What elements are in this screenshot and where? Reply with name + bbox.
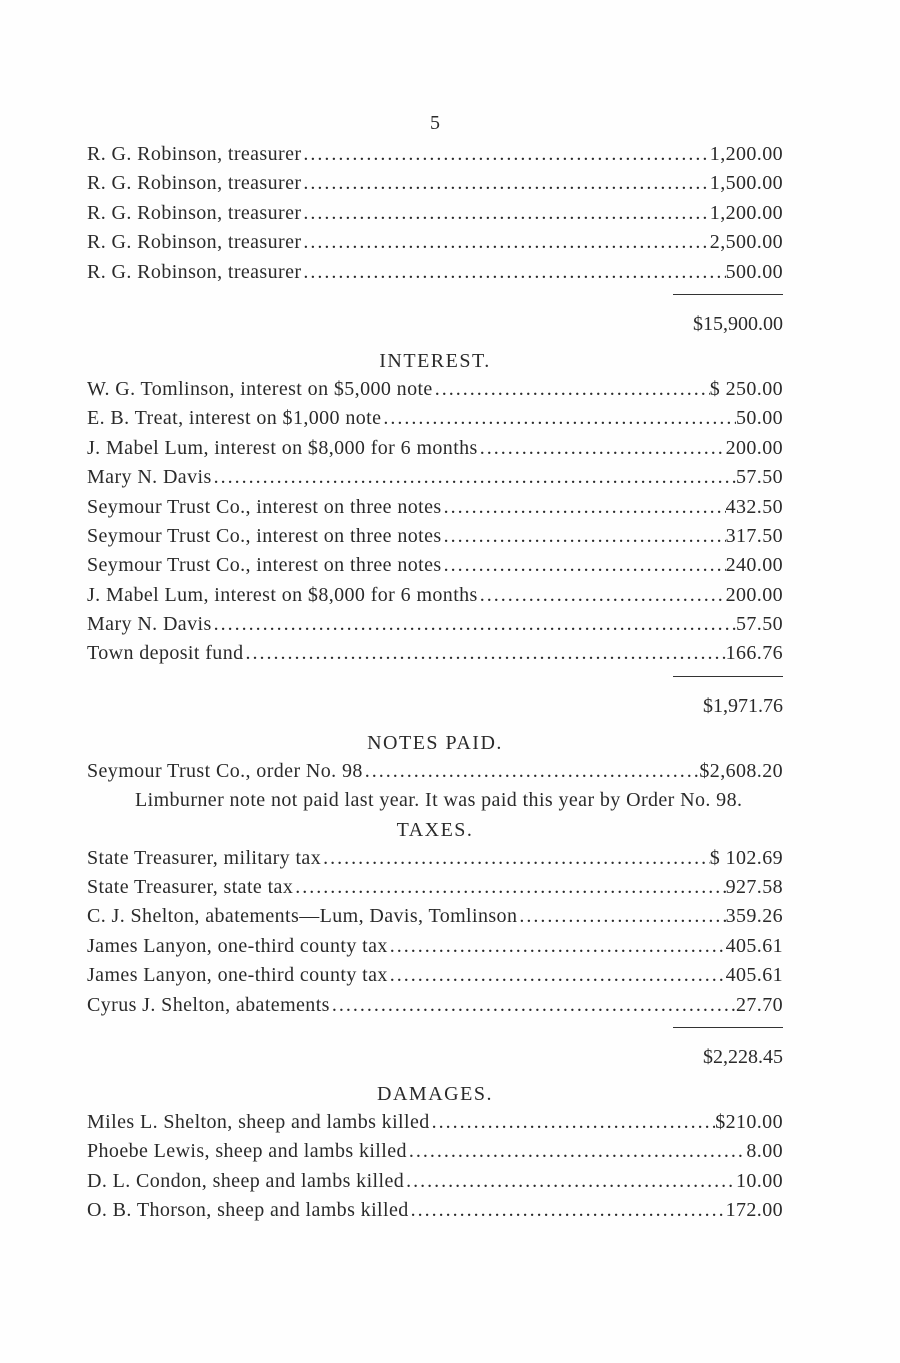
row-amount: 1,500.00 xyxy=(709,172,783,195)
section-heading: INTEREST. xyxy=(379,349,491,372)
row-amount: $ 102.69 xyxy=(709,846,783,869)
row-label: James Lanyon, one-third county tax xyxy=(87,964,388,987)
row-label: Seymour Trust Co., interest on three notes xyxy=(87,524,442,547)
row-label: O. B. Thorson, sheep and lambs killed xyxy=(87,1199,409,1222)
leader-dots xyxy=(212,463,736,492)
ledger-row xyxy=(87,463,783,492)
ledger-row xyxy=(87,1137,783,1166)
leader-dots xyxy=(301,140,709,169)
row-label: Phoebe Lewis, sheep and lambs killed xyxy=(87,1140,407,1163)
row-amount: 200.00 xyxy=(725,583,783,606)
leader-dots xyxy=(381,404,736,433)
leader-dots xyxy=(388,961,726,990)
row-label: E. B. Treat, interest on $1,000 note xyxy=(87,407,382,430)
row-amount: 432.50 xyxy=(725,495,783,518)
section-heading: NOTES PAID. xyxy=(367,731,503,754)
row-label: R. G. Robinson, treasurer xyxy=(87,260,302,283)
ledger-row xyxy=(87,961,783,990)
leader-dots xyxy=(478,581,726,610)
page-body xyxy=(87,108,783,1226)
damages-section xyxy=(87,1080,783,1226)
row-label: State Treasurer, state tax xyxy=(87,876,294,899)
leader-dots xyxy=(363,757,700,786)
leader-dots xyxy=(407,1137,747,1166)
ledger-row xyxy=(87,493,783,522)
leader-dots xyxy=(433,375,710,404)
ledger-row xyxy=(87,581,783,610)
leader-dots xyxy=(301,199,709,228)
ledger-row xyxy=(87,258,783,287)
row-amount: 10.00 xyxy=(736,1169,783,1192)
row-label: Town deposit fund xyxy=(87,642,244,665)
ledger-row xyxy=(87,639,783,668)
row-amount: 359.26 xyxy=(725,905,783,928)
row-amount: 172.00 xyxy=(725,1199,783,1222)
row-label: Mary N. Davis xyxy=(87,466,212,489)
row-amount: 405.61 xyxy=(725,934,783,957)
ledger-row xyxy=(87,844,783,873)
note-paragraph: Limburner note not paid last year. It was paid this year by Order No. 98. xyxy=(135,789,743,812)
leader-dots xyxy=(409,1196,726,1225)
row-label: J. Mabel Lum, interest on $8,000 for 6 months xyxy=(87,436,478,459)
row-label: James Lanyon, one-third county tax xyxy=(87,934,388,957)
leader-dots xyxy=(301,258,725,287)
leader-dots xyxy=(442,551,726,580)
row-amount: $ 250.00 xyxy=(709,377,783,400)
leader-dots xyxy=(293,873,725,902)
row-amount: 8.00 xyxy=(746,1140,783,1163)
leader-dots xyxy=(301,169,709,198)
ledger-row xyxy=(87,902,783,931)
ledger-row xyxy=(87,522,783,551)
row-amount: $2,608.20 xyxy=(699,759,783,782)
ledger-row xyxy=(87,932,783,961)
interest-section xyxy=(87,347,783,729)
leader-dots xyxy=(330,991,736,1020)
sum-rule xyxy=(87,1020,783,1034)
row-label: Mary N. Davis xyxy=(87,613,212,636)
ledger-row xyxy=(87,140,783,169)
row-label: C. J. Shelton, abatements—Lum, Davis, Tomlinson xyxy=(87,905,518,928)
ledger-row xyxy=(87,375,783,404)
row-label: R. G. Robinson, treasurer xyxy=(87,172,302,195)
leader-dots xyxy=(301,228,709,257)
ledger-row xyxy=(87,434,783,463)
row-amount: 166.76 xyxy=(725,642,783,665)
notes-paid-section xyxy=(87,729,783,816)
taxes-section xyxy=(87,816,783,1080)
leader-dots xyxy=(442,522,726,551)
row-amount: 317.50 xyxy=(725,524,783,547)
ledger-row xyxy=(87,404,783,433)
row-amount: 1,200.00 xyxy=(709,143,783,165)
sum-rule xyxy=(87,287,783,301)
leader-dots xyxy=(404,1167,736,1196)
ledger-row xyxy=(87,991,783,1020)
row-amount: 2,500.00 xyxy=(709,231,783,254)
ledger-row xyxy=(87,757,783,786)
row-amount: 27.70 xyxy=(736,993,783,1016)
ledger-row xyxy=(87,1167,783,1196)
row-amount: 405.61 xyxy=(725,964,783,987)
row-amount: 50.00 xyxy=(736,407,783,430)
ledger-row xyxy=(87,199,783,228)
row-label: Seymour Trust Co., interest on three notes xyxy=(87,554,442,577)
row-amount: 57.50 xyxy=(736,466,783,489)
row-amount: 200.00 xyxy=(725,436,783,459)
section-heading: TAXES. xyxy=(396,818,474,841)
robinson-ledger xyxy=(87,140,783,347)
leader-dots xyxy=(478,434,726,463)
row-label: D. L. Condon, sheep and lambs killed xyxy=(87,1169,405,1192)
row-label: R. G. Robinson, treasurer xyxy=(87,201,302,224)
leader-dots xyxy=(388,932,726,961)
row-amount: $210.00 xyxy=(715,1111,783,1133)
sum-rule xyxy=(87,669,783,683)
ledger-row xyxy=(87,873,783,902)
row-amount: 1,200.00 xyxy=(709,201,783,224)
row-amount: 927.58 xyxy=(725,876,783,899)
ledger-row xyxy=(87,551,783,580)
row-label: Cyrus J. Shelton, abatements xyxy=(87,993,330,1016)
page-number: 5 xyxy=(430,112,440,134)
leader-dots xyxy=(430,1108,716,1137)
row-label: Miles L. Shelton, sheep and lambs killed xyxy=(87,1111,430,1133)
leader-dots xyxy=(517,902,725,931)
section-total: $15,900.00 xyxy=(693,312,783,335)
row-label: R. G. Robinson, treasurer xyxy=(87,143,302,165)
leader-dots xyxy=(442,493,726,522)
row-label: J. Mabel Lum, interest on $8,000 for 6 months xyxy=(87,583,478,606)
row-label: Seymour Trust Co., order No. 98 xyxy=(87,759,363,782)
row-label: W. G. Tomlinson, interest on $5,000 note xyxy=(87,377,433,400)
row-label: State Treasurer, military tax xyxy=(87,846,322,869)
row-amount: 240.00 xyxy=(725,554,783,577)
section-heading: DAMAGES. xyxy=(377,1083,493,1105)
leader-dots xyxy=(244,639,726,668)
ledger-row xyxy=(87,610,783,639)
ledger-row xyxy=(87,228,783,257)
row-label: R. G. Robinson, treasurer xyxy=(87,231,302,254)
section-total: $2,228.45 xyxy=(703,1046,783,1068)
section-total: $1,971.76 xyxy=(703,694,783,717)
row-label: Seymour Trust Co., interest on three notes xyxy=(87,495,442,518)
leader-dots xyxy=(212,610,736,639)
ledger-row xyxy=(87,169,783,198)
ledger-row xyxy=(87,1196,783,1225)
row-amount: 57.50 xyxy=(736,613,783,636)
ledger-row xyxy=(87,1108,783,1137)
row-amount: 500.00 xyxy=(725,260,783,283)
leader-dots xyxy=(321,844,710,873)
